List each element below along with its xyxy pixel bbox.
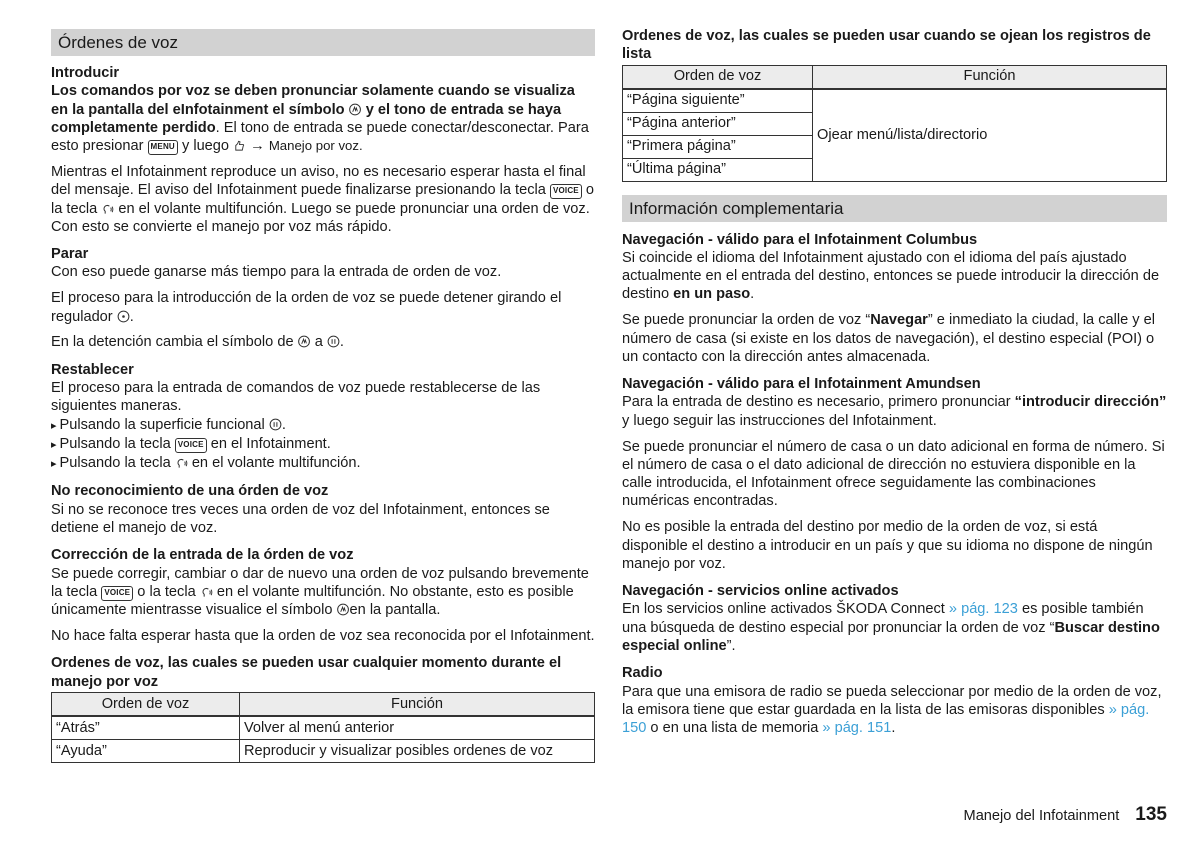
table-row: [623, 89, 1167, 113]
hand-icon: [233, 139, 246, 152]
no-reconocimiento-heading: No reconocimiento de una órden de voz: [51, 483, 329, 500]
introducir-section: [51, 64, 595, 236]
nav-amundsen-section: [622, 375, 1167, 573]
speak-icon: [337, 603, 350, 616]
restablecer-section: [51, 361, 595, 474]
list-item: ▸ Pulsando la tecla en el volante multifunción.: [51, 454, 595, 473]
table-header-funcion: Función: [813, 65, 1167, 89]
nav-amundsen-paragraph-1: Para la entrada de destino es necesario, primero pronunciar “introducir dirección” y luego seguir las instrucciones del Infotainment.: [622, 394, 1167, 429]
table-cell-cmd: “Última página”: [623, 158, 813, 181]
table-cell-cmd: “Página anterior”: [623, 112, 813, 135]
restablecer-list: [51, 416, 595, 474]
table-cell-fn: Reproducir y visualizar posibles ordenes de voz: [240, 739, 595, 762]
voice-head-icon: [200, 585, 213, 598]
table-cell-cmd: “Atrás”: [52, 716, 240, 740]
table-cell-cmd: “Página siguiente”: [623, 89, 813, 113]
voice-head-icon: [175, 456, 188, 469]
correccion-section: [51, 546, 595, 645]
radio-heading: Radio: [622, 665, 663, 682]
nav-amundsen-heading: Navegación - válido para el Infotainment Amundsen: [622, 376, 981, 393]
correccion-paragraph-2: No hace falta esperar hasta que la orden de voz sea reconocida por el Infotainment.: [51, 628, 595, 645]
correccion-heading: Corrección de la entrada de la órden de voz: [51, 547, 354, 564]
nav-amundsen-paragraph-3: No es posible la entrada del destino por medio de la orden de voz, si está disponible el destino a introducir en un país y que su idioma no dispone de ningún manejo por voz.: [622, 519, 1153, 572]
footer-title: Manejo del Infotainment: [963, 808, 1120, 824]
page-ref-link[interactable]: » pág. 151: [822, 720, 892, 737]
correccion-paragraph-1: Se puede corregir, cambiar o dar de nuevo una orden de voz pulsando brevemente la tecla VOICE o la tecla en el volante multifunción. No obstante, esto es posible únicamente mientrasse visualice el símbolo en la pantalla.: [51, 565, 589, 619]
left-table-block: [51, 654, 595, 763]
list-item: ▸ Pulsando la superficie funcional .: [51, 416, 595, 435]
voice-key-icon: VOICE: [101, 586, 133, 601]
radio-paragraph: Para que una emisora de radio se pueda seleccionar por medio de la orden de voz, la emisora tiene que estar guardada en la lista de las emisoras disponibles » pág. 150 o en una lista de memoria » pág. 151.: [622, 683, 1162, 737]
voice-key-icon: VOICE: [175, 438, 207, 453]
restablecer-heading: Restablecer: [51, 361, 134, 378]
table-cell-fn: Volver al menú anterior: [240, 716, 595, 740]
page-footer: [964, 802, 1167, 828]
nav-columbus-heading: Navegación - válido para el Infotainment Columbus: [622, 231, 978, 248]
table-cell-cmd: “Ayuda”: [52, 739, 240, 762]
pause-icon: [327, 335, 340, 348]
no-reconocimiento-paragraph: Si no se reconoce tres veces una orden de voz del Infotainment, entonces se detiene el manejo de voz.: [51, 501, 550, 537]
nav-online-paragraph: En los servicios online activados ŠKODA Connect » pág. 123 es posible también una búsqueda de destino especial por pronunciar la orden de voz “Buscar destino especial online”.: [622, 601, 1160, 655]
left-voice-table: [51, 692, 595, 763]
table-row: [52, 739, 595, 762]
table-cell-fn: Ojear menú/lista/directorio: [813, 89, 1167, 182]
section-title-informacion: Información complementaria: [622, 195, 1167, 222]
menu-key-icon: MENU: [148, 140, 178, 155]
table-header-funcion: Función: [240, 692, 595, 716]
parar-paragraph-3: En la detención cambia el símbolo de a .: [51, 334, 344, 351]
speak-icon: [349, 103, 362, 116]
list-item: ▸ Pulsando la tecla VOICE en el Infotainment.: [51, 435, 595, 454]
table-header-orden: Orden de voz: [623, 65, 813, 89]
introducir-paragraph-1: Los comandos por voz se deben pronunciar solamente cuando se visualiza en la pantalla del eInfotainment el símbolo y el tono de entrada se haya completamente perdido. El tono de entrada se puede conectar/desconectar. Para esto presionar MENU y luego → Manejo por voz.: [51, 83, 589, 155]
right-voice-table: [622, 65, 1167, 182]
nav-columbus-paragraph-2: Se puede pronunciar la orden de voz “Navegar” e inmediato la ciudad, la calle y el número de casa (si existe en los datos de navegación), el destino especial (POI) o un contacto con la dirección antes almacenada.: [622, 312, 1156, 365]
nav-online-section: [622, 582, 1167, 655]
page-ref-link[interactable]: » pág. 150: [622, 701, 1150, 737]
right-table-caption: Ordenes de voz, las cuales se pueden usar cuando se ojean los registros de lista: [622, 28, 1151, 63]
right-column: [622, 0, 1167, 745]
nav-amundsen-paragraph-2: Se puede pronunciar el número de casa o un dato adicional en forma de número. Si el número de casa o el dato adicional de dirección no estuviera disponible en la calle introducida, el Infotainment ofrece seguidamente las combinaciones numéricas encontradas.: [622, 438, 1165, 510]
page-ref-link[interactable]: » pág. 123: [948, 601, 1018, 618]
no-reconocimiento-section: [51, 482, 595, 537]
parar-section: [51, 245, 595, 351]
left-table-caption: Ordenes de voz, las cuales se pueden usar cualquier momento durante el manejo por voz: [51, 655, 562, 690]
menu-path: Manejo por voz.: [268, 138, 363, 154]
radio-section: [622, 664, 1167, 737]
table-header-orden: Orden de voz: [52, 692, 240, 716]
introducir-paragraph-2: Mientras el Infotainment reproduce un aviso, no es necesario esperar hasta el final del mensaje. El aviso del Infotainment puede finalizarse presionando la tecla VOICE o la tecla en el volante multifunción. Luego se puede pronunciar una orden de voz. Con esto se convierte el manejo por voz más rápido.: [51, 163, 595, 235]
voice-key-icon: VOICE: [550, 184, 582, 199]
pause-icon: [269, 418, 282, 431]
parar-paragraph-2: El proceso para la introducción de la orden de voz se puede detener girando el regulador .: [51, 290, 562, 325]
knob-icon: [117, 310, 130, 323]
section-title-ordenes: Órdenes de voz: [51, 29, 595, 56]
table-row: [52, 716, 595, 740]
speak-icon: [298, 335, 311, 348]
table-cell-cmd: “Primera página”: [623, 135, 813, 158]
nav-online-heading: Navegación - servicios online activados: [622, 583, 899, 600]
parar-paragraph-1: Con eso puede ganarse más tiempo para la entrada de orden de voz.: [51, 264, 502, 281]
page-number: 135: [1135, 804, 1167, 825]
parar-heading: Parar: [51, 246, 89, 263]
introducir-heading: Introducir: [51, 65, 120, 81]
restablecer-paragraph-1: El proceso para la entrada de comandos de voz puede restablecerse de las siguientes maneras.: [51, 379, 541, 415]
left-column: [51, 0, 595, 763]
nav-columbus-section: [622, 231, 1167, 367]
voice-head-icon: [101, 202, 114, 215]
nav-columbus-paragraph-1: Si coincide el idioma del Infotainment ajustado con el idioma del país ajustado actualmente en el entrada del destino, entonces se puede introducir la dirección de destino en un paso.: [622, 249, 1160, 303]
